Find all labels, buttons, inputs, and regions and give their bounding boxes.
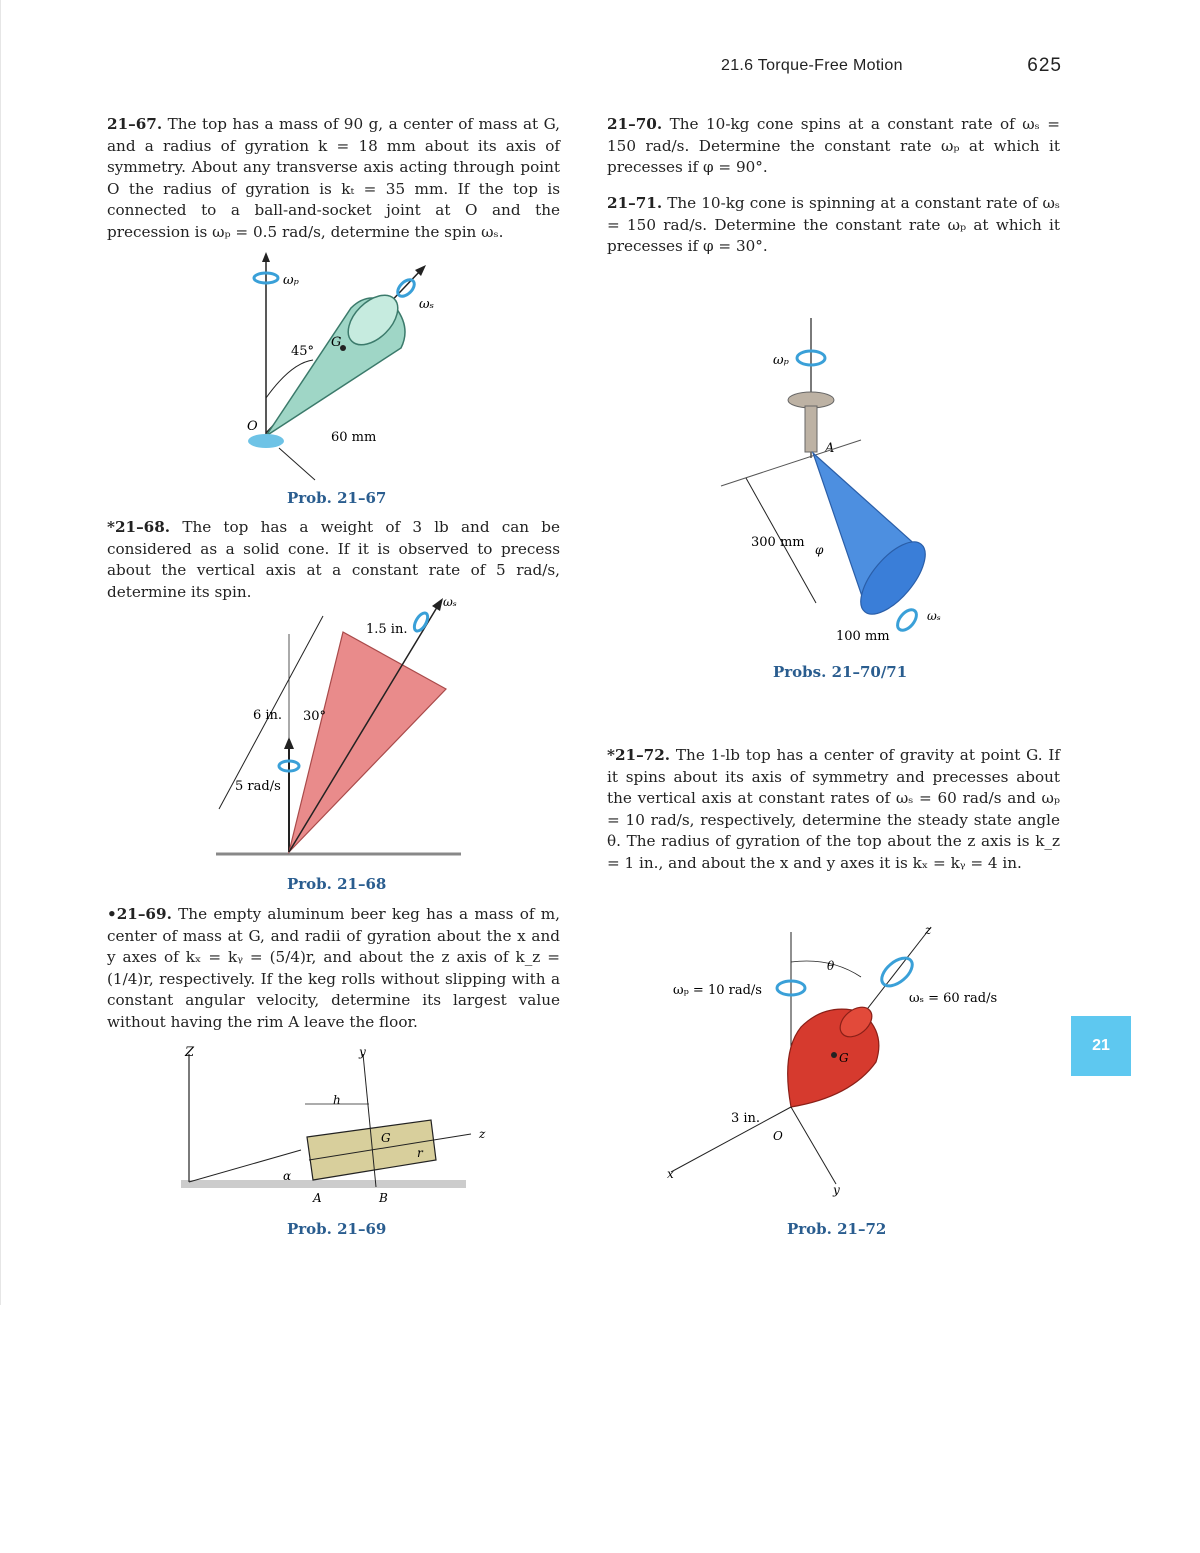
ws-label: ωₛ	[443, 595, 457, 609]
h-label: h	[333, 1093, 341, 1107]
x-axis-label: x	[667, 1167, 674, 1181]
z-axis-label: z	[925, 923, 932, 937]
figure-caption: Prob. 21–67	[287, 489, 387, 507]
spin-arrow-icon	[395, 277, 418, 300]
rate-label: 5 rad/s	[235, 779, 281, 794]
problem-text: The 1-lb top has a center of gravity at point G. If it spins about its axis of symmetry and precesses about the vertical axis at constant rates of ωₛ = 60 rad/s and ωₚ = 10 rad/s, respectively, determine the steady state angle θ. The radius of gyration of the top about the z axis is k_z = 1 in., and about the x and y axes it is kₓ = kᵧ = 4 in.	[607, 746, 1061, 872]
problem-text: The top has a weight of 3 lb and can be considered as a solid cone. If it is observed to precess about the vertical axis at a constant rate of 5 rad/s, determine its spin.	[107, 518, 561, 601]
angle-label: 45°	[291, 344, 315, 359]
problem-21-70	[607, 114, 1060, 179]
wp-label: ωₚ	[773, 353, 789, 368]
angle-label: 30°	[303, 709, 327, 724]
g-label: G	[839, 1051, 849, 1065]
figure-21-72	[661, 922, 1011, 1197]
figure-caption: Probs. 21–70/71	[773, 663, 908, 681]
r-label: r	[417, 1146, 423, 1160]
figure-21-67	[231, 248, 451, 478]
Z-axis-label: Z	[185, 1045, 195, 1060]
figure-21-69	[181, 1042, 486, 1212]
dim-side-label: 6 in.	[253, 708, 283, 723]
g-label: G	[331, 335, 342, 350]
problem-21-67	[107, 114, 560, 244]
problem-21-69	[107, 904, 560, 1034]
y-axis-label: y	[359, 1045, 366, 1059]
A-label: A	[313, 1191, 322, 1205]
A-label: A	[825, 441, 835, 456]
dim-top-label: 1.5 in.	[366, 622, 408, 637]
o-label: O	[247, 419, 258, 434]
figure-21-68	[211, 594, 471, 859]
problem-number: 21–71.	[607, 194, 663, 212]
ws-label: ωₛ = 60 rad/s	[909, 991, 998, 1006]
figure-caption: Prob. 21–72	[787, 1220, 887, 1238]
dim2-label: 100 mm	[836, 629, 890, 644]
figure-caption: Prob. 21–68	[287, 875, 387, 893]
figure-caption: Prob. 21–69	[287, 1220, 387, 1238]
page-number: 625	[1027, 55, 1062, 76]
problem-text: The top has a mass of 90 g, a center of mass at G, and a radius of gyration k = 18 mm about its axis of symmetry. About any transverse axis acting through point O the radius of gyration is kₜ = 35 mm. If the top is connected to a ball-and-socket joint at O and the precession is ωₚ = 0.5 rad/s, determine the spin ωₛ.	[107, 115, 561, 241]
wp-label: ωₚ = 10 rad/s	[673, 983, 762, 998]
B-label: B	[379, 1191, 388, 1205]
ws-label: ωₛ	[927, 609, 941, 623]
g-label: G	[381, 1131, 391, 1145]
problem-text: The empty aluminum beer keg has a mass of m, center of mass at G, and radii of gyration about the x and y axes of kₓ = kᵧ = (5/4)r, and about the z axis of k_z = (1/4)r, respectively. If the keg rolls without slipping with a constant angular velocity, determine its largest value without having the rim A leave the floor.	[107, 905, 560, 1031]
problem-number: *21–68.	[107, 518, 171, 536]
y-axis-label: y	[833, 1183, 840, 1197]
phi-label: φ	[815, 543, 824, 557]
running-header	[721, 57, 1066, 79]
o-label: O	[773, 1129, 783, 1143]
alpha-label: α	[283, 1169, 292, 1183]
spin-arrow-icon	[412, 611, 431, 633]
ws-label: ωₛ	[419, 297, 434, 312]
figure-21-70	[721, 318, 961, 648]
problem-number: 21–70.	[607, 115, 663, 133]
problem-text: The 10-kg cone is spinning at a constant rate of ωₛ = 150 rad/s. Determine the constant rate ωₚ at which it precesses if φ = 30°.	[607, 194, 1061, 256]
dim1-label: 300 mm	[751, 535, 805, 550]
problem-21-72	[607, 745, 1060, 875]
dim-label: 3 in.	[731, 1111, 761, 1126]
section-title: 21.6 Torque-Free Motion	[721, 57, 903, 74]
spin-arrow-icon	[894, 606, 920, 633]
spin-arrow-icon	[877, 953, 917, 991]
wp-label: ωₚ	[283, 273, 299, 288]
theta-label: θ	[827, 959, 835, 973]
problem-21-68	[107, 517, 560, 603]
dim-label: 60 mm	[331, 430, 377, 445]
problem-21-71	[607, 193, 1060, 258]
chapter-tab: 21	[1071, 1016, 1131, 1076]
problem-number: *21–72.	[607, 746, 671, 764]
z-axis-label: z	[479, 1127, 486, 1141]
problem-number: 21–67.	[107, 115, 163, 133]
problem-text: The 10-kg cone spins at a constant rate of ωₛ = 150 rad/s. Determine the constant rate ωₚ at which it precesses if φ = 90°.	[607, 115, 1060, 177]
problem-number: •21–69.	[107, 905, 172, 923]
